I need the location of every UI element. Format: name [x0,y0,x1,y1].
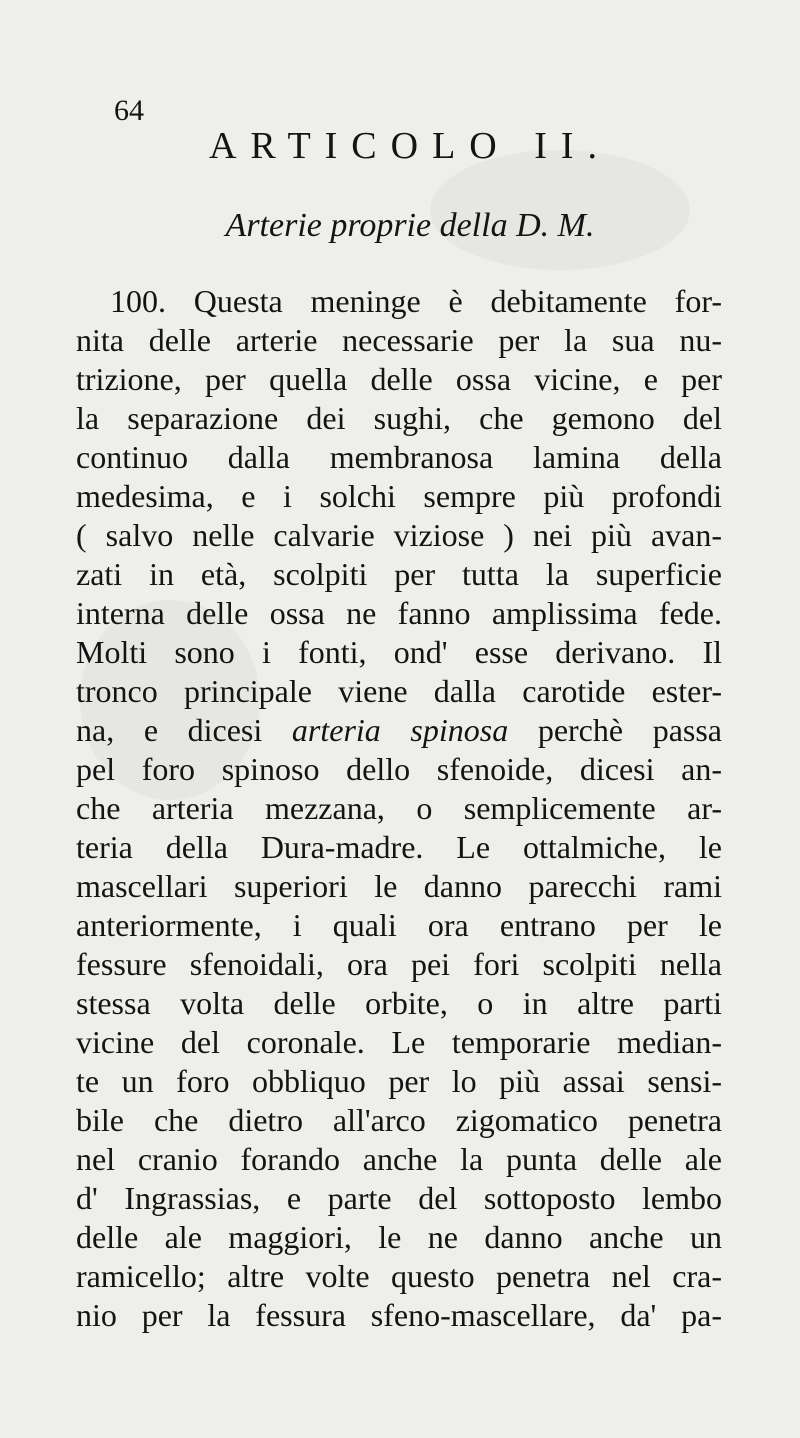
text-line: trizione, per quella delle ossa vicine, e per [76,361,722,397]
article-heading: ARTICOLO II. [208,125,612,167]
text-line: teria della Dura-madre. Le ottalmiche, le [76,829,722,865]
text-line: Molti sono i fonti, ond' esse derivano. Il [76,634,722,670]
text-fragment: perchè passa [508,712,723,748]
text-line: continuo dalla membranosa lamina della [76,439,722,475]
text-line: anteriormente, i quali ora entrano per le [76,907,722,943]
text-line: bile che dietro all'arco zigomatico penetra [76,1102,722,1138]
text-line: te un foro obbliquo per lo più assai sensi- [76,1063,722,1099]
text-line: vicine del coronale. Le temporarie median- [76,1024,722,1060]
article-subheading: Arterie proprie della D. M. [225,207,595,244]
text-line: pel foro spinoso dello sfenoide, dicesi an- [76,751,722,787]
text-line: la separazione dei sughi, che gemono del [76,400,722,436]
text-line: d' Ingrassias, e parte del sottoposto lembo [76,1180,722,1216]
italic-term: arteria spinosa [291,712,509,748]
text-line: ( salvo nelle calvarie viziose ) nei più avan- [76,517,722,553]
text-line [76,711,722,750]
text-fragment: na, e dicesi [76,712,292,748]
text-line: che arteria mezzana, o semplicemente ar- [76,790,722,826]
text-line: medesima, e i solchi sempre più profondi [76,478,722,514]
page-number: 64 [114,94,144,127]
text-line: interna delle ossa ne fanno amplissima fede. [76,595,722,631]
body-text [76,282,722,1335]
text-line: ramicello; altre volte questo penetra nel cra- [76,1258,722,1294]
text-line: 100. Questa meninge è debitamente for- [110,283,722,319]
text-line: stessa volta delle orbite, o in altre parti [76,985,722,1021]
text-line: mascellari superiori le danno parecchi rami [76,868,722,904]
text-line: nita delle arterie necessarie per la sua nu- [76,322,722,358]
text-line: tronco principale viene dalla carotide ester- [76,673,722,709]
text-line: fessure sfenoidali, ora pei fori scolpiti nella [76,946,722,982]
text-line: nel cranio forando anche la punta delle ale [76,1141,722,1177]
text-line: zati in età, scolpiti per tutta la superficie [76,556,722,592]
text-line: nio per la fessura sfeno-mascellare, da' pa- [76,1297,722,1333]
text-line: delle ale maggiori, le ne danno anche un [76,1219,722,1255]
